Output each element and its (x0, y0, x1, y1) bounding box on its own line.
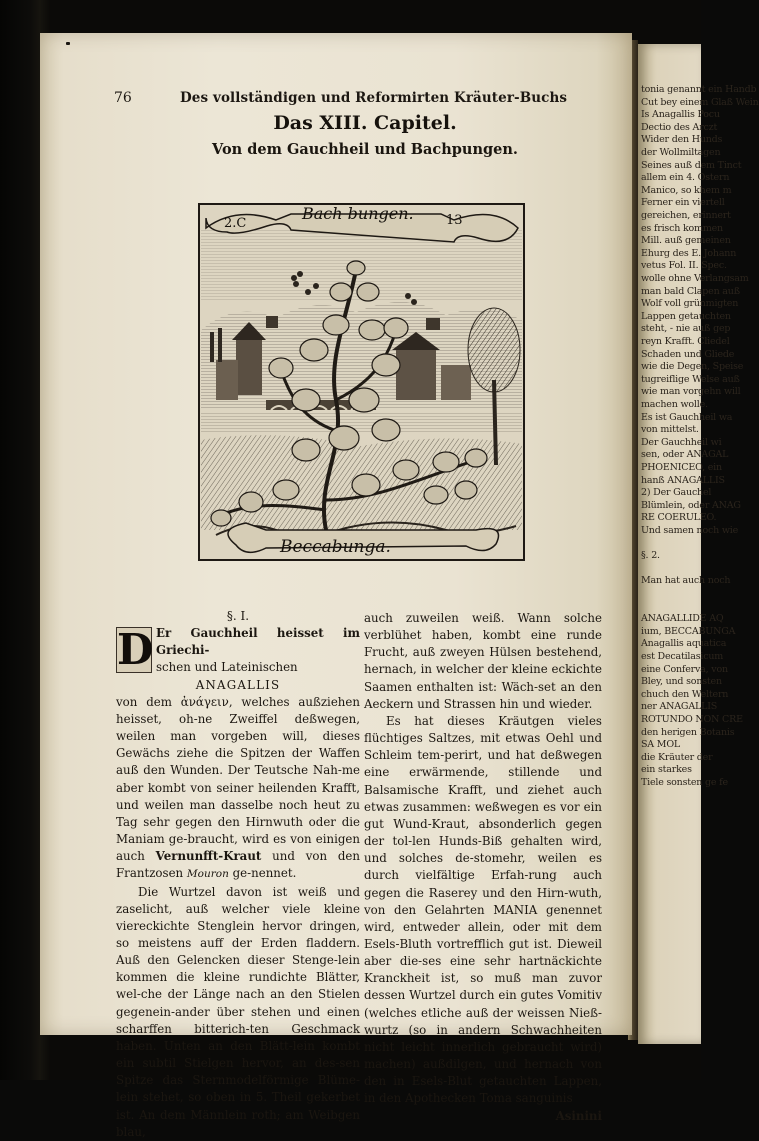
facing-page-line: Schaden und Gliede (641, 348, 735, 360)
facing-page-line: Manico, so khem m (641, 184, 732, 196)
facing-page-line: §. 2. (641, 550, 660, 562)
facing-page-line: man bald Clapen auß (641, 285, 740, 297)
facing-page-line: Cut bey einem Glaß Wein (641, 96, 759, 108)
facing-page-line: ROTUNDO NON CRE (641, 714, 743, 725)
plate-number-right: 13 (446, 213, 463, 228)
facing-page-line: es frisch kommen (641, 222, 723, 234)
running-head: Des vollständigen und Reformirten Kräuter-Buchs (180, 90, 568, 106)
facing-page-line: den herigen Botanis (641, 726, 735, 738)
paragraph-1-bold: Vernunfft-Kraut (155, 849, 262, 864)
plate-bottom-label: Beccabunga. (280, 537, 391, 557)
facing-page-line: ner ANAGALLIS (641, 701, 718, 713)
facing-page-line: von mittelst. (641, 424, 699, 436)
facing-page-line: Anagallis aquatica (641, 638, 727, 650)
facing-page-line: Blümlein, oder ANAG (641, 499, 741, 511)
facing-page-line: Und samen noch wie (641, 525, 739, 536)
facing-page-line: ium, BECCABUNGA (641, 625, 736, 637)
facing-page-line: Seines auß dem Tinct (641, 159, 742, 171)
facing-page-line: 2) Der Gauchel (641, 487, 712, 499)
facing-page-line: PHOENICEO, ein (641, 462, 722, 473)
facing-page-line: machen wolle. (641, 399, 708, 410)
facing-page-line: der Wollmiltagen (641, 147, 721, 158)
paragraph-1 (116, 694, 360, 884)
paragraph-1-text: von dem ἀνάγειν, welches außziehen heisset, oh-ne Zweiffel deßwegen, weilen man vorgeben will, dieses Gewächs ziehe die Spitzen der Waffen auß den Wunden. Der Teutsche Nah-me aber kombt von seiner heilenden Krafft, und weilen man dasselbe noch heut zu Tag sehr gegen den Hirnwuth oder die Maniam ge-braucht, wird es von einigen auch (116, 694, 360, 864)
chapter-title: Das XIII. Capitel. (273, 112, 457, 134)
facing-page-line: Wider den Hunds (641, 134, 723, 146)
facing-page-line: Der Gauchheil wi (641, 436, 722, 448)
catchword: Asinini (555, 1108, 602, 1123)
facing-page-line: Ehurg des E. Johann (641, 247, 737, 259)
engraving-plate (196, 200, 526, 565)
ink-speck (66, 42, 70, 45)
right-text-column (364, 610, 602, 1125)
facing-page-line: tugreiflige Welse auß (641, 373, 740, 385)
facing-page-line: Lappen getauchten (641, 310, 731, 322)
facing-page-line: Tiele sonsten ge fe (641, 777, 728, 788)
opening-paragraph (116, 625, 360, 694)
facing-page-line: steht, - nie auß gep (641, 323, 731, 335)
facing-page-line: tonia genannt ein Handb (641, 84, 757, 95)
section-mark: §. I. (226, 609, 250, 623)
facing-page-line: chuch den Weltern (641, 688, 729, 700)
facing-page-line: wie man vorgehn will (641, 386, 741, 398)
drop-cap: D (117, 625, 154, 675)
facing-page-line: est Decatilasicum (641, 651, 724, 662)
facing-page-line: ein starkes (641, 764, 692, 776)
paragraph-3: auch zuweilen weiß. Wann solche verblühet haben, kombt eine runde Frucht, auß zweyen Hülsen bestehend, hernach, in welcher der kleine eckichte Saamen enthalten ist: Wäch-set an den Aeckern und Strassen hin und wieder. (364, 611, 602, 711)
facing-page-line: wolle ohne Verlangsam (641, 273, 749, 284)
facing-page-line: RE COERULEO. (641, 512, 717, 524)
facing-page-line: wie die Degen, Speise (641, 361, 744, 373)
facing-page-edge (638, 44, 759, 1044)
facing-page-line: eine Conferva, von (641, 663, 728, 675)
facing-page-line: hanß ANAGALLIS (641, 474, 725, 486)
facing-page-line: ANAGALLIDE AQ (641, 613, 724, 625)
facing-page-line: Wolf voll grünmigten (641, 298, 739, 310)
page-number: 76 (114, 90, 132, 106)
facing-page-line: gereichen, erinnert (641, 210, 731, 221)
facing-page-line: sen, oder ANAGAL (641, 449, 729, 461)
chapter-subtitle: Von dem Gauchheil und Bachpungen. (212, 141, 518, 158)
facing-page-line: Bley, und sonsten (641, 676, 722, 688)
plate-number-left: 2.C (224, 216, 247, 231)
facing-page-line: Es ist Gauchheil wa (641, 411, 733, 423)
facing-page-line: Man hat auch noch (641, 575, 731, 587)
facing-page-line: Mill. auß gemeinen (641, 235, 731, 247)
facing-page-line: allem ein 4. Ostern (641, 172, 730, 184)
facing-page-line: Dectio des Arczt (641, 121, 718, 133)
paragraph-4: Es hat dieses Kräutgen vieles flüchtiges Saltzes, mit etwas Oehl und Schleim tem-perirt, und hat deßwegen eine erwärmende, stillende und Balsamische Krafft, und ziehet auch etwas zusammen: weßwegen es vor ein gut Wund-Kraut, absonderlich gegen der tol-len Hunds-Biß gehalten wird, und solches de-stomehr, weilen es durch vielfältige Erfah-rung auch gegen die Raserey und den Hirn-wuth, von den Gelahrten MANIA genennet wird, entweder allein, oder mit dem Esels-Bluth vortrefflich gut ist. Dieweil aber die-ses eine sehr hartnäckichte Kranckheit ist, so muß man zuvor dessen Wurtzel durch ein gutes Vomitiv (welches etliche auß der weissen Nieß-wurtz (so in andern Schwachheiten nicht leicht innerlich gebraucht wird) machen) außdilgen, und hernach von den in Esels-Blut getauchten Lappen, in den Apothecken Toma sanguinis (364, 713, 602, 1106)
facing-page-line: vetus Fol. II. Spec. (641, 260, 727, 272)
opening-line-2: schen und Lateinischen (156, 660, 298, 675)
facing-page-line: die Kräuter der (641, 751, 713, 763)
paragraph-1-end: ge-nennet. (232, 866, 297, 881)
facing-page-line: reyn Krafft. Cliedel (641, 336, 730, 347)
opening-line-1: Er Gauchheil heisset im Griechi- (156, 626, 360, 658)
engraving-illustration (196, 200, 526, 565)
plate-top-label: Bach bungen. (302, 204, 414, 223)
paragraph-1-mouron: Mouron (186, 868, 229, 881)
latin-name: ANAGALLIS (195, 677, 281, 692)
left-text-column (116, 608, 360, 1141)
facing-page-line: Is Anagallis Pocu (641, 109, 720, 121)
paragraph-2: Die Wurtzel davon ist weiß und zaselicht, auß welcher viele kleine viereckichte Stenglein hervor dringen, so meistens auff der Erden fladdern. Auß den Gelencken dieser Stenge-lein kommen die kleine rundichte Blätter, wel-che der Länge nach an den Stielen gegenein-ander über stehen und einen scharffen bitterich-ten Geschmack haben. Unten an den Blätt-lein kombt ein subtil Stielgen hervor, an des-sen Spitze das Sternmodelförmige Blüme-lein stehet, so oben in 5. Theil gekerbet ist. An dem Männlein roth; am Weibgen blau, (116, 884, 360, 1139)
facing-page-line: Ferner ein viertell (641, 197, 725, 209)
facing-page-line: SA MOL (641, 739, 681, 751)
paragraph-1-tail: und von den Frantzosen (116, 849, 361, 881)
